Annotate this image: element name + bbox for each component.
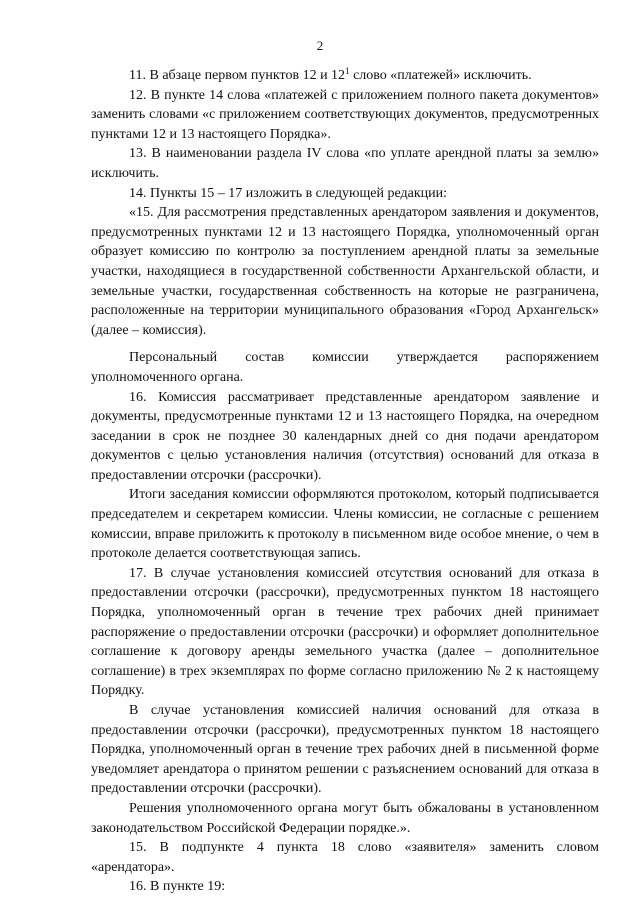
paragraph-11-text: 11. В абзаце первом пунктов 12 и 12 <box>129 68 346 83</box>
paragraph-meeting-results: Итоги заседания комиссии оформляются протоколом, который подписывается председателем и секретарем комиссии. Члены комиссии, не согласные с решением комиссии, вправе приложить к протоколу в письменном виде особое мнение, о чем в протоколе делается соответствующая запись. <box>91 487 599 562</box>
paragraph-16: 16. В пункте 19: <box>129 879 226 895</box>
paragraph-appeal: Решения уполномоченного органа могут быть обжалованы в установленном законодательством Российской Федерации порядке.». <box>91 800 599 836</box>
paragraph-item-17: 17. В случае установления комиссией отсутствия оснований для отказа в предоставлении отсрочки (рассрочки), предусмотренных пунктом 18 настоящего Порядка, уполномоченный орган в течение трех рабочих дней принимает распоряжение о предоставлении отсрочки (рассрочки) и оформляет дополнительное соглашение к договору аренды земельного участка (далее – дополнительное соглашение) в трех экземплярах по форме согласно приложению № 2 к настоящему Порядку. <box>91 565 599 699</box>
page-number: 2 <box>316 38 324 53</box>
paragraph-14: 14. Пункты 15 – 17 изложить в следующей редакции: <box>129 185 448 201</box>
paragraph-refusal-case: В случае установления комиссией наличия оснований для отказа в предоставлении отсрочки (рассрочки), предусмотренных пунктом 18 настоящего Порядка, уполномоченный орган в течение трех рабочих дней в письменной форме уведомляет арендатора о принятом решении с разъяснением оснований для отказа в предоставлении отсрочки (рассрочки). <box>91 703 599 797</box>
paragraph-15: 15. В подпункте 4 пункта 18 слово «заявителя» заменить словом «арендатора». <box>91 840 599 875</box>
paragraph-13: 13. В наименовании раздела IV слова «по уплате арендной платы за землю» исключить. <box>91 146 599 181</box>
paragraph-11 <box>91 66 599 86</box>
paragraph-item-16: 16. Комиссия рассматривает представленные арендатором заявление и документы, предусмотренные пунктами 12 и 13 настоящего Порядка, на очередном заседании в срок не позднее 30 календарных дней со дня подачи арендатором документов с целью установления наличия (отсутствия) оснований для отказа в предоставлении отсрочки (рассрочки). <box>91 389 599 483</box>
document-body <box>91 66 599 897</box>
paragraph-commission-composition: Персональный состав комиссии утверждается распоряжением уполномоченного органа. <box>91 350 599 385</box>
paragraph-12: 12. В пункте 14 слова «платежей с приложением полного пакета документов» заменить словами «с приложением соответствующих документов, предусмотренных пунктами 12 и 13 настоящего Порядка». <box>91 87 599 142</box>
paragraph-11-tail: слово «платежей» исключить. <box>349 68 532 83</box>
superscript-index: 1 <box>345 66 350 76</box>
paragraph-item-15: «15. Для рассмотрения представленных арендатором заявления и документов, предусмотренных пунктами 12 и 13 настоящего Порядка, уполномоченный орган образует комиссию по контролю за поступлением арендной платы за земельные участки, находящиеся в государственной собственности Архангельской области, и земельные участки, государственная собственность на которые не разграничена, расположенные на территории муниципального образования «Город Архангельск» (далее – комиссия). <box>91 205 599 338</box>
